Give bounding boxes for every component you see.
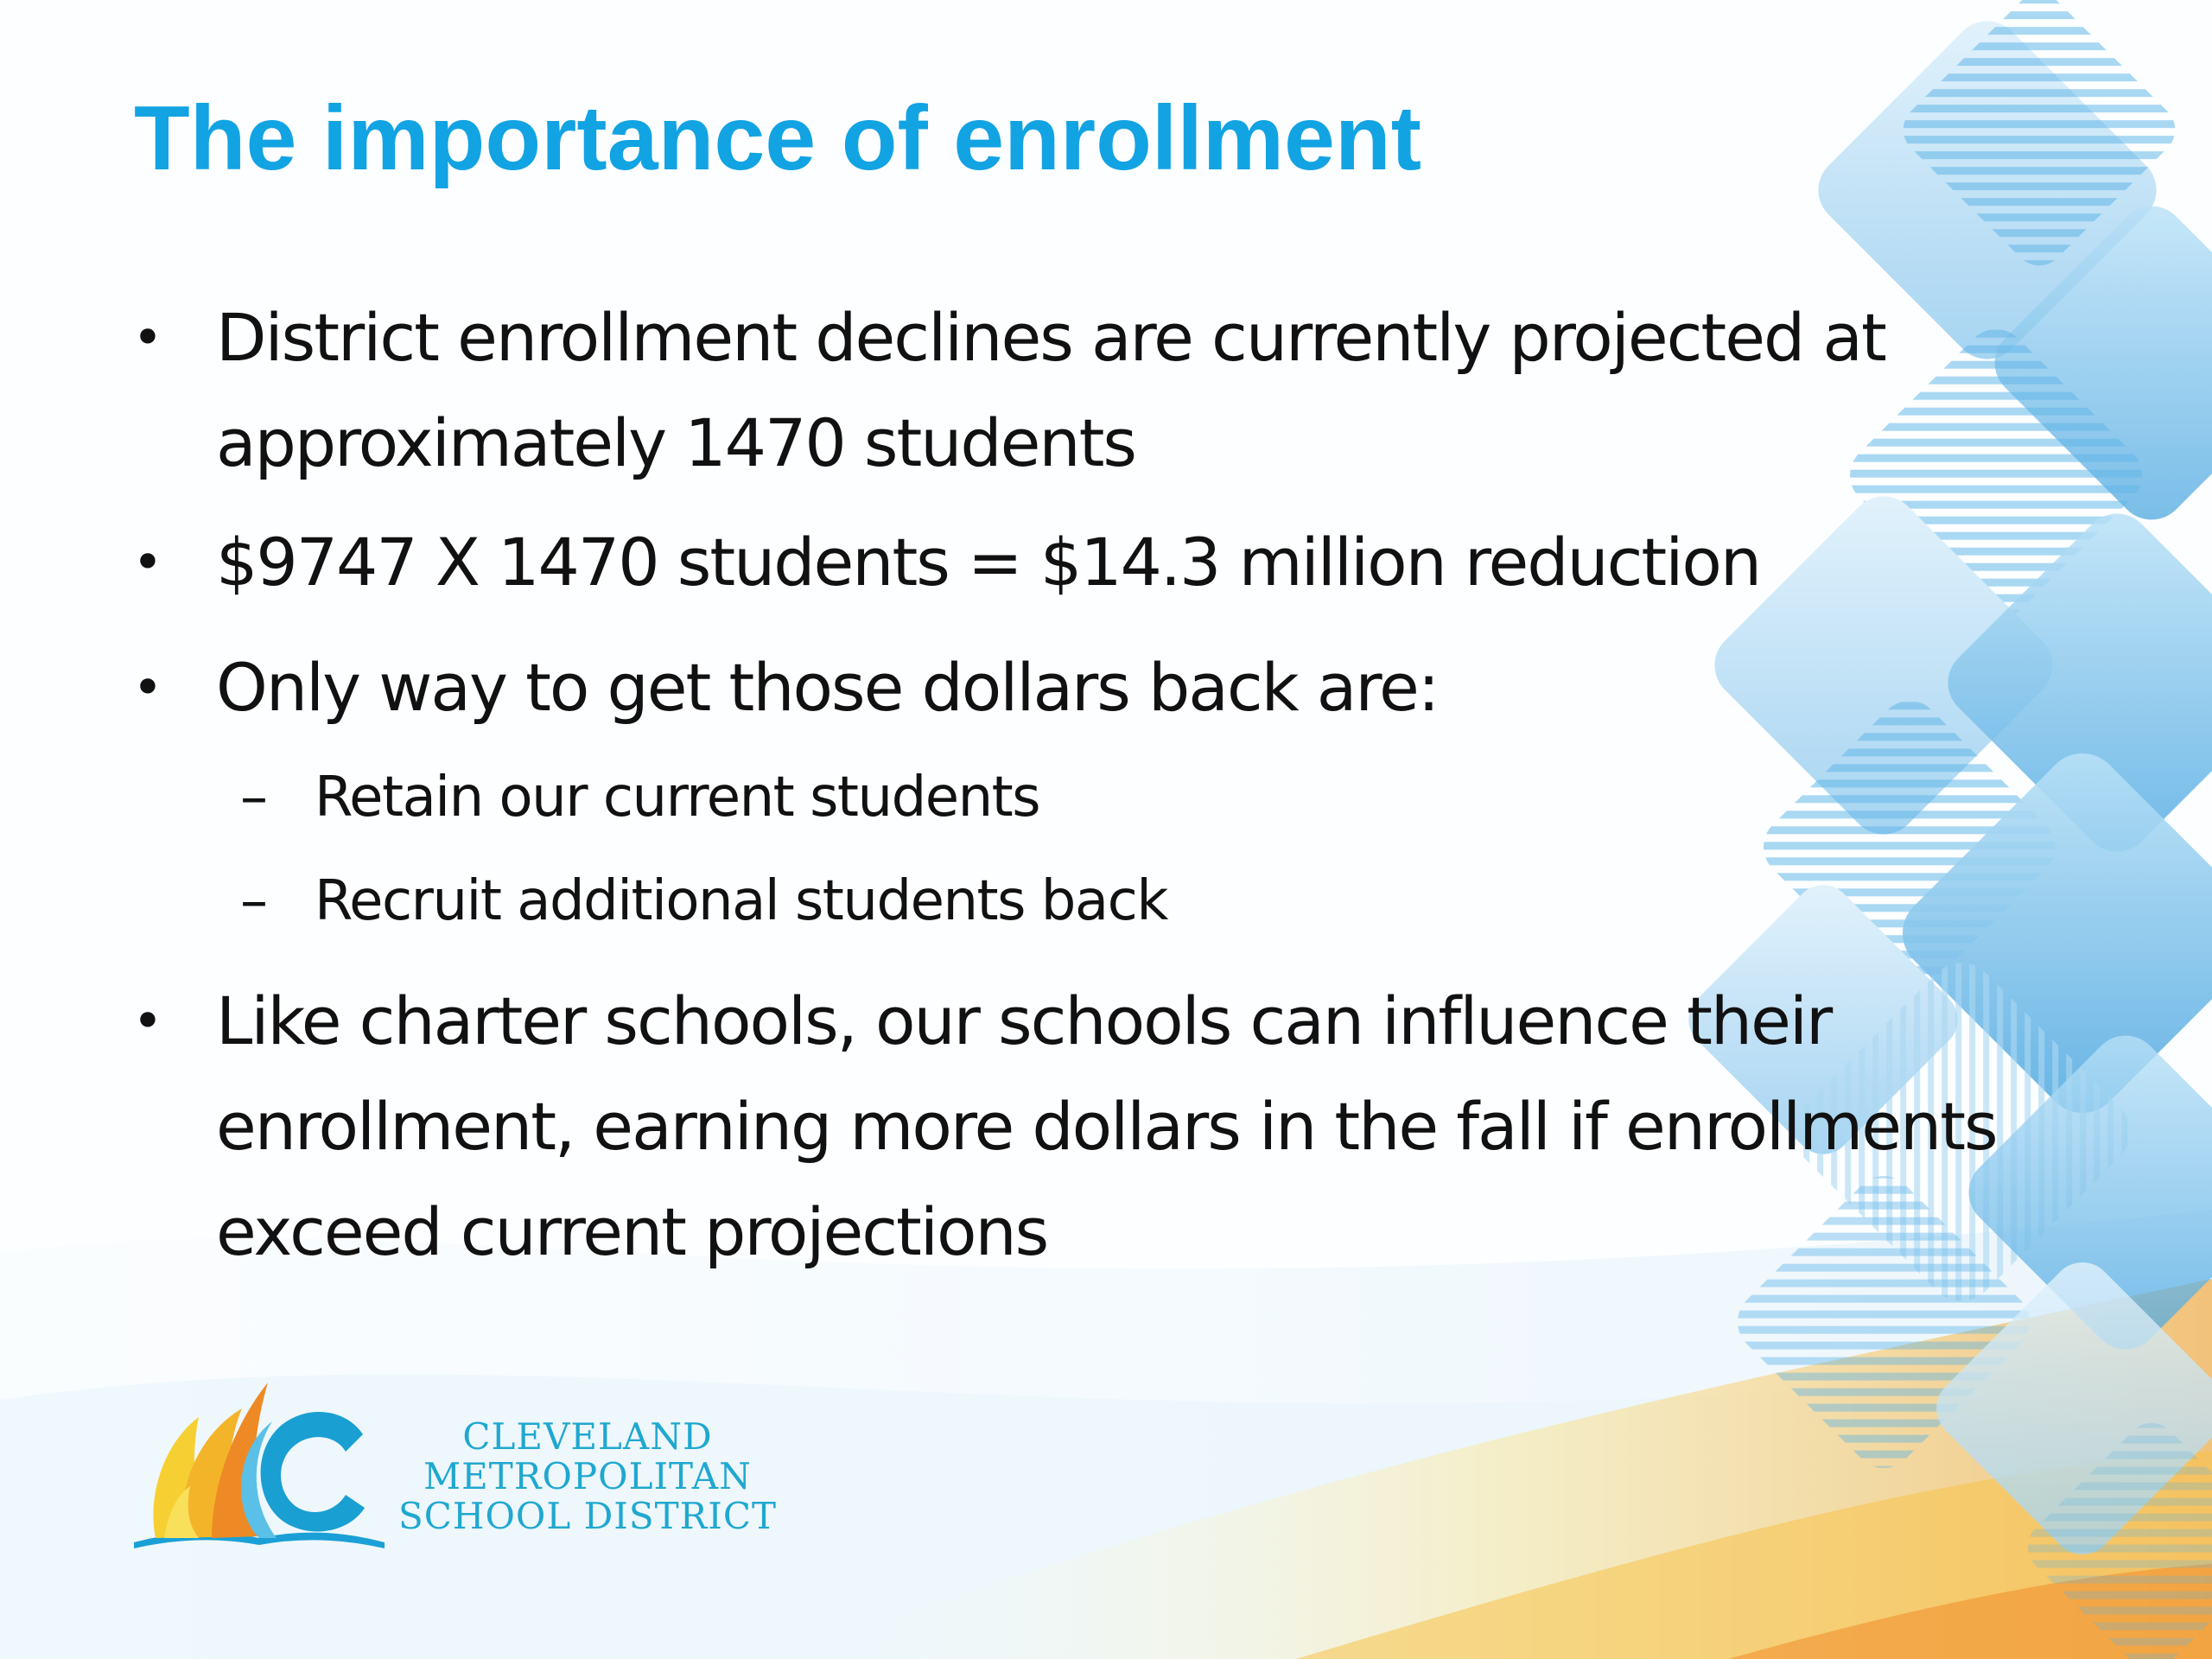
bullet-text: Only way to get those dollars back are: bbox=[216, 649, 1439, 726]
sub-bullet-marker: – bbox=[240, 766, 267, 830]
district-logo-mark-icon bbox=[130, 1365, 389, 1555]
sub-bullet-marker: – bbox=[240, 869, 267, 933]
bullet-marker: • bbox=[132, 532, 162, 593]
bullet-item bbox=[130, 635, 2056, 741]
district-logo bbox=[130, 1365, 795, 1555]
logo-text-line: SCHOOL DISTRICT bbox=[397, 1495, 778, 1537]
sub-bullet-item bbox=[240, 858, 2055, 944]
bullet-item bbox=[130, 510, 2056, 615]
bullet-text: District enrollment declines are currently projected at approximately 1470 students bbox=[216, 299, 1885, 481]
sub-bullet-text: Recruit additional students back bbox=[315, 869, 1167, 933]
bullet-marker: • bbox=[132, 308, 162, 368]
sub-bullet-text: Retain our current students bbox=[315, 766, 1040, 830]
slide-title: The importance of enrollment bbox=[134, 87, 1422, 189]
logo-text-line: CLEVELAND bbox=[462, 1415, 713, 1458]
bullet-marker: • bbox=[132, 658, 162, 718]
bullet-item bbox=[130, 285, 2056, 496]
bullet-text: Like charter schools, our schools can influence their enrollment, earning more dollars in the fall if enrollments exceed current projections bbox=[216, 982, 1997, 1270]
bullet-item bbox=[130, 969, 2031, 1285]
bullet-marker: • bbox=[132, 991, 162, 1052]
sub-bullet-item bbox=[240, 754, 2055, 841]
logo-text-line: METROPOLITAN bbox=[423, 1455, 752, 1497]
bullet-text: $9747 X 1470 students = $14.3 million reduction bbox=[216, 524, 1760, 601]
